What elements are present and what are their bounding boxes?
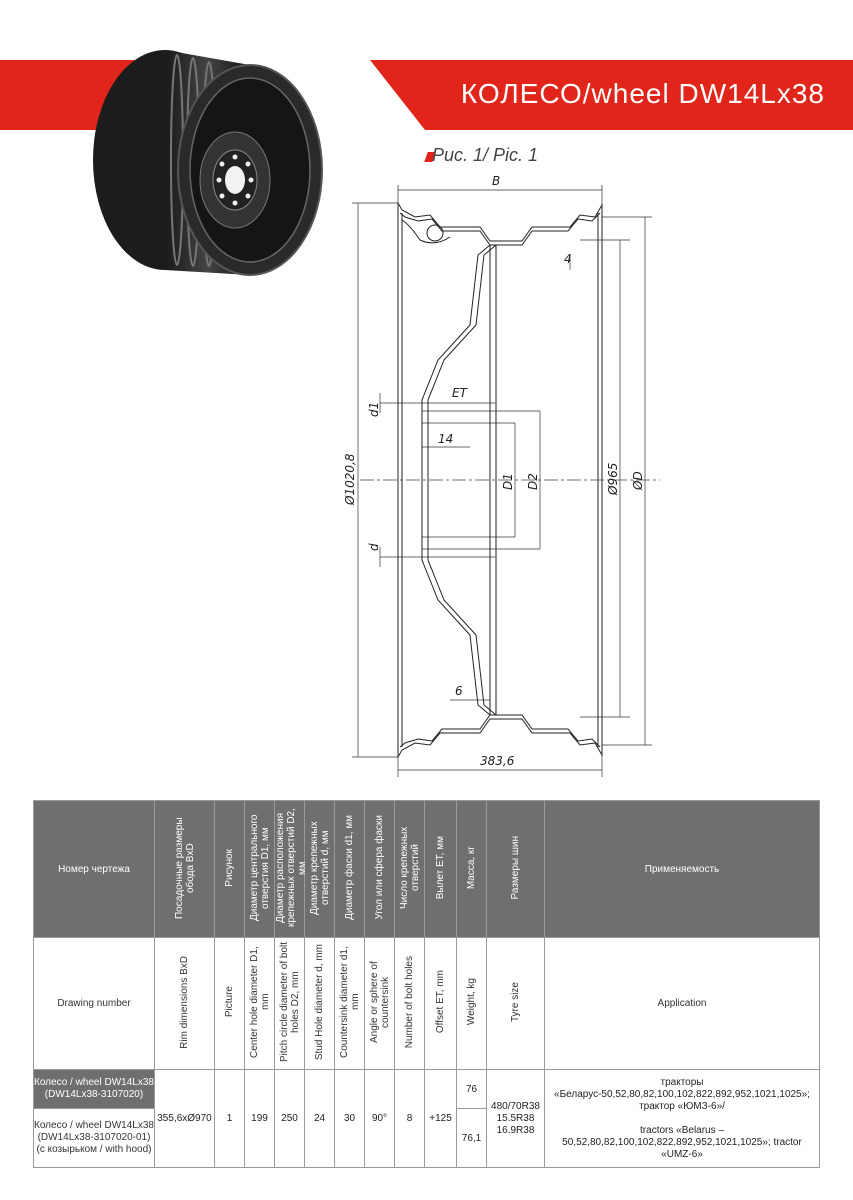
picture-label: Рис. 1/ Pic. 1	[432, 145, 539, 165]
dim-d-label: d	[367, 543, 381, 551]
dim-D1-label: D1	[501, 473, 515, 490]
cell-application	[545, 1070, 820, 1168]
header-en-weight: Weight, kg	[466, 978, 477, 1026]
dim-6-label: 6	[455, 684, 463, 698]
header-en-center-hole: Center hole diameter D1, mm	[248, 946, 271, 1058]
header-row-en	[34, 938, 820, 1070]
cell-picture: 1	[215, 1070, 245, 1168]
wheel-3d-illustration	[85, 25, 325, 285]
header-en-countersink: Countersink diameter d1, mm	[338, 946, 361, 1058]
header-en-picture: Picture	[224, 986, 235, 1018]
tyre-size-2: 15.5R38	[496, 1112, 535, 1124]
cell-countersink: 30	[335, 1070, 365, 1168]
header-ru-bolt-holes: Число крепежных отверстий	[398, 826, 421, 909]
header-en-rim: Rim dimensions BxD	[179, 955, 190, 1049]
dim-phi965-label: Ø965	[606, 462, 620, 495]
header-ru-angle: Угол или сфера фаски	[374, 815, 385, 920]
header-ru-tyre-size: Размеры шин	[510, 835, 521, 900]
cell-bolt-holes: 8	[395, 1070, 425, 1168]
header-ru-pitch-circle: Диаметр расположения крепежных отверстий D2, мм	[275, 808, 308, 927]
dim-14-label: 14	[438, 432, 454, 446]
tyre-size-1: 480/70R38	[491, 1100, 540, 1112]
dim-width-label: 383,6	[480, 754, 515, 768]
cell-angle: 90°	[365, 1070, 395, 1168]
dim-d1-small-label: d1	[367, 401, 381, 417]
dim-4-label: 4	[564, 252, 572, 266]
cell-tyre-size	[487, 1070, 545, 1168]
tyre-size-3: 16.9R38	[496, 1124, 535, 1136]
spec-table	[33, 800, 820, 1168]
header-ru-picture: Рисунок	[224, 848, 235, 887]
row2-drawing-number: Колесо / wheel DW14Lx38 (DW14Lx38-3107020-01) (с козырьком / with hood)	[34, 1109, 155, 1168]
header-ru-offset: Вылет ET, мм	[435, 835, 446, 900]
application-ru: тракторы «Беларус-50,52,80,82,100,102,822,892,952,1021,1025»; трактор «ЮМЗ-6»/	[554, 1076, 810, 1112]
header-en-drawing-number: Drawing number	[34, 938, 155, 1070]
row1-weight: 76	[457, 1070, 487, 1109]
header-en-pitch-circle: Pitch circle diameter of bolt holes D2, mm	[278, 941, 301, 1063]
header-en-offset: Offset ET, mm	[435, 970, 446, 1034]
cell-stud-hole: 24	[305, 1070, 335, 1168]
header-ru-stud-hole: Диаметр крепежных отверстий d, мм	[308, 820, 331, 915]
header-en-tyre-size: Tyre size	[510, 981, 521, 1022]
dim-D2-label: D2	[526, 473, 540, 490]
header-en-stud-hole: Stud Hole diameter d, mm	[314, 943, 325, 1061]
header-en-application: Application	[545, 938, 820, 1070]
dim-et-label: ET	[452, 386, 467, 400]
header-ru-center-hole: Диаметр центрального отверстия D1, мм	[248, 814, 271, 921]
cell-center-hole: 199	[245, 1070, 275, 1168]
row2-weight: 76,1	[457, 1109, 487, 1168]
dim-phiD-label: ØD	[631, 471, 645, 490]
application-en: tractors «Belarus – 50,52,80,82,100,102,822,892,952,1021,1025»; tractor «UMZ-6»	[562, 1124, 802, 1160]
header-row-ru	[34, 801, 820, 938]
dim-phi1020-label: Ø1020,8	[343, 453, 357, 505]
header-ru-application: Применяемость	[545, 801, 820, 938]
cell-offset: +125	[425, 1070, 457, 1168]
header-en-angle: Angle or sphere of countersink	[368, 961, 391, 1043]
table-row	[34, 1070, 820, 1109]
header-ru-countersink: Диаметр фаски d1, мм	[344, 815, 355, 920]
cell-pitch-circle: 250	[275, 1070, 305, 1168]
cell-rim: 355,6xØ970	[155, 1070, 215, 1168]
header-ru-rim: Посадочные размеры обода BxD	[173, 816, 196, 919]
technical-drawing	[340, 165, 670, 795]
product-title: КОЛЕСО/wheel DW14Lx38	[460, 78, 825, 109]
header-ru-weight: Масса, кг	[466, 845, 477, 890]
dim-b-label: B	[492, 174, 501, 188]
header-ru-drawing-number: Номер чертежа	[34, 801, 155, 938]
header-en-bolt-holes: Number of bolt holes	[404, 955, 415, 1049]
row1-drawing-number: Колесо / wheel DW14Lx38 (DW14Lx38-3107020)	[34, 1070, 155, 1109]
